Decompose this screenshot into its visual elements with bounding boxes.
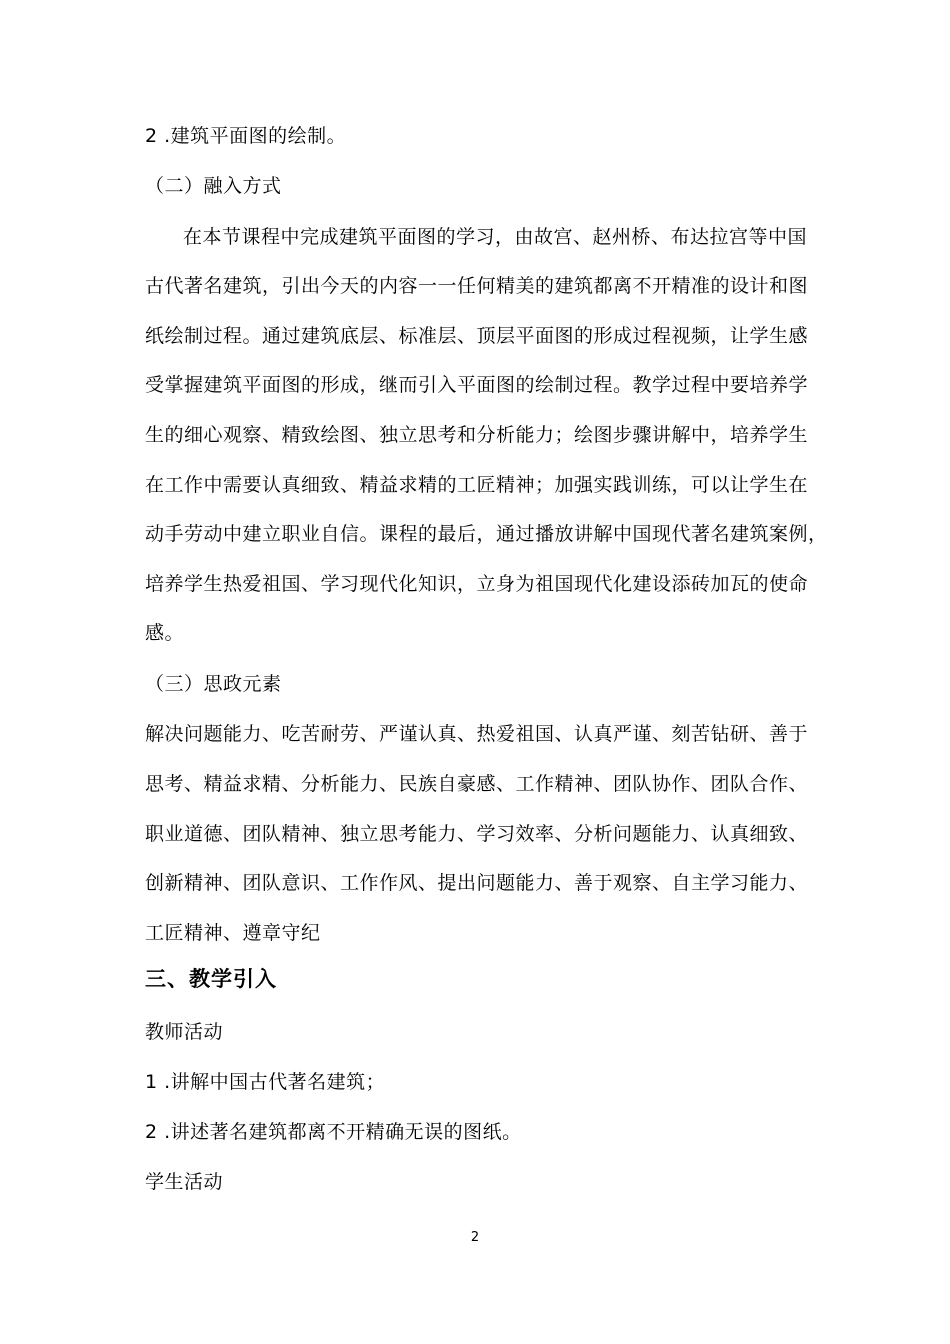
- drawing-item-text: 2 .建筑平面图的绘制。: [145, 125, 347, 147]
- elements-list-line: 职业道德、团队精神、独立思考能力、学习效率、分析问题能力、认真细致、: [145, 823, 809, 845]
- integration-paragraph-line: 感。: [145, 622, 185, 644]
- teaching-introduction-heading: 三、教学引入: [145, 967, 277, 991]
- integration-paragraph-line: 培养学生热爱祖国、学习现代化知识，立身为祖国现代化建设添砖加瓦的使命: [145, 573, 809, 595]
- elements-list-line: 思考、精益求精、分析能力、民族自豪感、工作精神、团队协作、团队合作、: [145, 773, 809, 795]
- elements-list-line: 创新精神、团队意识、工作作风、提出问题能力、善于观察、自主学习能力、: [145, 872, 809, 894]
- integration-paragraph-line: 在本节课程中完成建筑平面图的学习，由故宫、赵州桥、布达拉宫等中国: [183, 226, 808, 248]
- integration-paragraph-line: 在工作中需要认真细致、精益求精的工匠精神；加强实践训练，可以让学生在: [145, 474, 809, 496]
- integration-paragraph-line: 古代著名建筑，引出今天的内容一一任何精美的建筑都离不开精准的设计和图: [145, 275, 809, 297]
- elements-list-line: 解决问题能力、吃苦耐劳、严谨认真、热爱祖国、认真严谨、刻苦钻研、善于: [145, 723, 809, 745]
- integration-paragraph-line: 生的细心观察、精致绘图、独立思考和分析能力；绘图步骤讲解中，培养学生: [145, 424, 809, 446]
- integration-paragraph-line: 动手劳动中建立职业自信。课程的最后，通过播放讲解中国现代著名建筑案例，: [145, 523, 828, 545]
- teacher-activity-item: 2 .讲述著名建筑都离不开精确无误的图纸。: [145, 1121, 522, 1143]
- integration-paragraph-line: 受掌握建筑平面图的形成，继而引入平面图的绘制过程。教学过程中要培养学: [145, 374, 809, 396]
- integration-paragraph-line: 纸绘制过程。通过建筑底层、标准层、顶层平面图的形成过程视频，让学生感: [145, 325, 809, 347]
- elements-list-line: 工匠精神、遵章守纪: [145, 922, 321, 944]
- student-activity-label: 学生活动: [145, 1171, 224, 1193]
- integration-method-heading: （二）融入方式: [145, 175, 282, 197]
- ideological-elements-heading: （三）思政元素: [145, 673, 282, 695]
- teacher-activity-item: 1 .讲解中国古代著名建筑；: [145, 1071, 386, 1093]
- page-number: 2: [470, 1230, 480, 1245]
- teacher-activity-label: 教师活动: [145, 1021, 224, 1043]
